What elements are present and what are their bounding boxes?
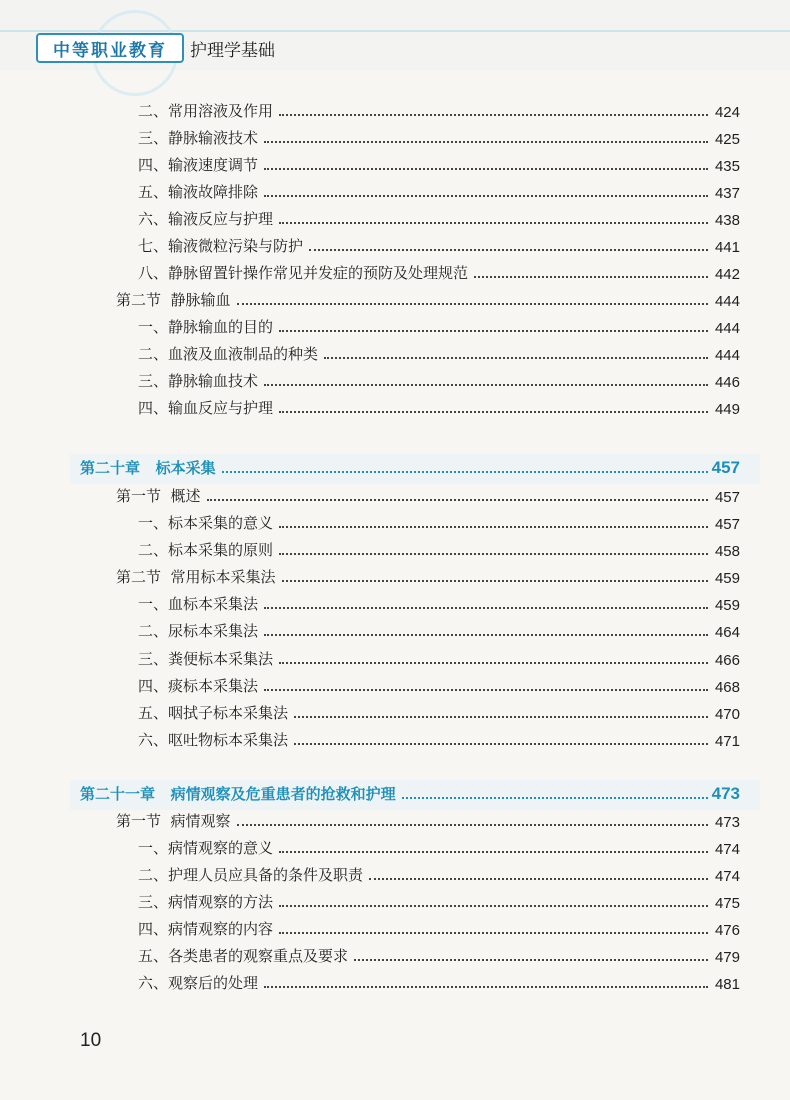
dot-leader [264,195,708,197]
toc-entry[interactable] [138,915,740,939]
dot-leader [279,330,708,332]
dot-leader [402,797,708,799]
dot-leader [324,357,708,359]
dot-leader [279,553,708,555]
toc-section[interactable] [116,482,740,506]
toc-entry-page: 444 [714,293,740,310]
toc-entry-label: 一、病情观察的意义 [138,839,274,857]
toc-chapter-label: 第二十章 标本采集 [80,459,216,477]
toc-entry-page: 471 [714,733,740,750]
toc-entry-label: 二、常用溶液及作用 [138,102,274,120]
toc-entry-label: 四、输血反应与护理 [138,399,274,417]
toc-entry[interactable] [138,861,740,885]
toc-chapter-label: 第二十一章 病情观察及危重患者的抢救和护理 [80,785,396,803]
toc-entry-label: 五、咽拭子标本采集法 [138,704,289,722]
toc-entry-page: 479 [714,949,740,966]
toc-entry[interactable] [138,617,740,641]
toc-entry-page: 473 [714,814,740,831]
dot-leader [309,249,708,251]
dot-leader [474,276,708,278]
toc-entry-label: 六、输液反应与护理 [138,210,274,228]
toc-entry[interactable] [138,367,740,391]
toc-entry-page: 476 [714,922,740,939]
toc-entry[interactable] [138,699,740,723]
toc-entry-label: 三、粪便标本采集法 [138,650,274,668]
toc-entry[interactable] [138,124,740,148]
dot-leader [279,222,708,224]
toc-entry[interactable] [138,942,740,966]
toc-entry-page: 437 [714,185,740,202]
toc-section[interactable] [116,807,740,831]
toc-entry-page: 444 [714,347,740,364]
toc-entry[interactable] [138,313,740,337]
toc-entry-label: 二、护理人员应具备的条件及职责 [138,866,364,884]
dot-leader [264,634,708,636]
series-title: 中等职业教育 [53,40,167,61]
toc-section[interactable] [116,563,740,587]
toc-entry-page: 458 [714,543,740,560]
toc-entry-page: 475 [714,895,740,912]
toc-chapter-page: 457 [711,458,740,477]
toc-entry-label: 第一节 概述 [116,487,201,505]
dot-leader [222,471,708,473]
toc-entry-label: 八、静脉留置针操作常见并发症的预防及处理规范 [138,264,469,282]
toc-entry[interactable] [138,536,740,560]
dot-leader [279,932,708,934]
dot-leader [279,851,708,853]
toc-entry-page: 466 [714,652,740,669]
dot-leader [264,168,708,170]
toc-entry[interactable] [138,726,740,750]
dot-leader [279,411,708,413]
dot-leader [282,580,708,582]
toc-entry[interactable] [138,672,740,696]
toc-entry-page: 424 [714,104,740,121]
toc-chapter[interactable] [80,454,740,478]
toc-entry-page: 435 [714,158,740,175]
dot-leader [279,905,708,907]
toc-entry[interactable] [138,151,740,175]
toc-entry-label: 第二节 常用标本采集法 [116,568,276,586]
dot-leader [264,986,708,988]
toc-entry[interactable] [138,509,740,533]
toc-entry[interactable] [138,178,740,202]
toc-entry-page: 459 [714,597,740,614]
toc-entry[interactable] [138,888,740,912]
toc-entry[interactable] [138,590,740,614]
toc-entry-label: 二、血液及血液制品的种类 [138,345,319,363]
toc-entry-page: 474 [714,868,740,885]
dot-leader [264,141,708,143]
toc-entry-label: 四、病情观察的内容 [138,920,274,938]
toc-entry-label: 二、尿标本采集法 [138,622,259,640]
toc-entry-page: 474 [714,841,740,858]
toc-entry-page: 449 [714,401,740,418]
dot-leader [264,689,708,691]
toc-entry[interactable] [138,232,740,256]
toc-entry[interactable] [138,340,740,364]
toc-entry[interactable] [138,969,740,993]
toc-entry-label: 六、呕吐物标本采集法 [138,731,289,749]
toc-entry-page: 446 [714,374,740,391]
dot-leader [294,716,708,718]
toc-entry-page: 457 [714,516,740,533]
toc-entry-page: 442 [714,266,740,283]
toc-entry-page: 425 [714,131,740,148]
toc-entry-label: 第一节 病情观察 [116,812,231,830]
toc-entry-label: 五、输液故障排除 [138,183,259,201]
toc-entry-label: 六、观察后的处理 [138,974,259,992]
toc-entry[interactable] [138,394,740,418]
dot-leader [207,499,708,501]
toc-entry-label: 四、输液速度调节 [138,156,259,174]
toc-entry-label: 一、标本采集的意义 [138,514,274,532]
toc-entry[interactable] [138,834,740,858]
dot-leader [354,959,708,961]
toc-entry-page: 468 [714,679,740,696]
toc-entry-label: 三、静脉输血技术 [138,372,259,390]
dot-leader [279,526,708,528]
book-title: 护理学基础 [190,41,275,61]
toc-entry-label: 三、静脉输液技术 [138,129,259,147]
toc-entry[interactable] [138,205,740,229]
toc-section[interactable] [116,286,740,310]
toc-entry-label: 一、血标本采集法 [138,595,259,613]
toc-entry-label: 三、病情观察的方法 [138,893,274,911]
toc-entry-page: 444 [714,320,740,337]
toc-entry[interactable] [138,97,740,121]
toc-entry-page: 470 [714,706,740,723]
toc-entry-page: 438 [714,212,740,229]
dot-leader [369,878,708,880]
toc-entry[interactable] [138,259,740,283]
dot-leader [264,384,708,386]
dot-leader [279,114,708,116]
dot-leader [294,743,708,745]
toc-entry-label: 四、痰标本采集法 [138,677,259,695]
dot-leader [237,824,708,826]
toc-entry-page: 459 [714,570,740,587]
toc-entry-page: 481 [714,976,740,993]
toc-chapter-page: 473 [711,784,740,803]
toc-entry-label: 七、输液微粒污染与防护 [138,237,304,255]
toc-chapter[interactable] [80,780,740,804]
toc-entry-label: 第二节 静脉输血 [116,291,231,309]
toc-entry-label: 五、各类患者的观察重点及要求 [138,947,349,965]
toc-entry-page: 457 [714,489,740,506]
toc-entry-page: 464 [714,624,740,641]
page-number: 10 [80,1030,102,1051]
toc-entry[interactable] [138,645,740,669]
dot-leader [237,303,708,305]
dot-leader [279,662,708,664]
toc-entry-label: 二、标本采集的原则 [138,541,274,559]
dot-leader [264,607,708,609]
toc-entry-label: 一、静脉输血的目的 [138,318,274,336]
toc-entry-page: 441 [714,239,740,256]
